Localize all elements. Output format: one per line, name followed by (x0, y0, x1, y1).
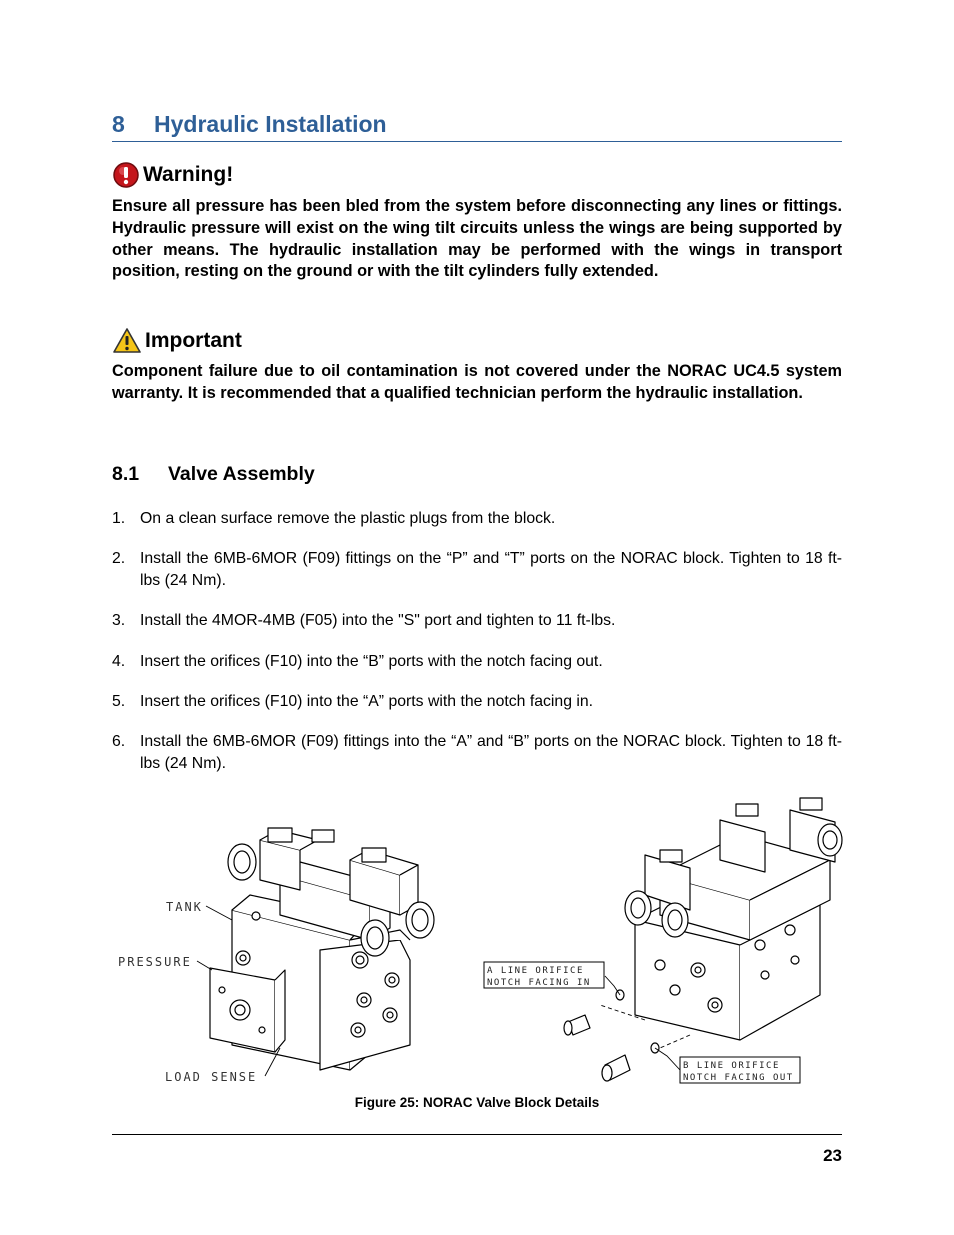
right-valve-block (564, 798, 842, 1081)
warning-heading (112, 162, 233, 188)
step-number: 2. (112, 550, 126, 567)
step-number: 1. (112, 510, 126, 527)
step-text: Insert the orifices (F10) into the “B” ports with the notch facing out. (140, 653, 603, 670)
step-number: 6. (112, 733, 126, 750)
exclamation-circle-icon (112, 162, 140, 188)
step-text: Install the 6MB-6MOR (F09) fittings on the “P” and “T” ports on the NORAC block. Tighten to 18 ft-lbs (24 Nm). (140, 550, 842, 589)
important-heading (112, 327, 242, 354)
step-number: 3. (112, 612, 126, 629)
list-item (112, 508, 842, 530)
step-text: On a clean surface remove the plastic plugs from the block. (140, 510, 556, 527)
step-number: 5. (112, 693, 126, 710)
list-item (112, 731, 842, 775)
step-text: Insert the orifices (F10) into the “A” ports with the notch facing in. (140, 693, 594, 710)
list-item (112, 691, 842, 713)
subsection-heading (112, 463, 315, 486)
list-item (112, 651, 842, 673)
a-line-notch-label: NOTCH FACING IN (487, 978, 591, 988)
page-number: 23 (823, 1146, 842, 1165)
warning-triangle-icon (112, 327, 142, 354)
b-line-orifice-label: B LINE ORIFICE (683, 1061, 780, 1071)
warning-title: Warning! (143, 163, 234, 186)
figure-caption: Figure 25: NORAC Valve Block Details (354, 1095, 600, 1110)
important-text: Component failure due to oil contamination is not covered under the NORAC UC4.5 system warranty. It is recommended that a qualified technician perform the hydraulic installation. (112, 362, 842, 402)
a-line-orifice-label: A LINE ORIFICE (487, 966, 584, 976)
step-number: 4. (112, 653, 126, 670)
step-text: Install the 4MOR-4MB (F05) into the "S" port and tighten to 11 ft-lbs. (140, 612, 616, 629)
section-heading (112, 111, 842, 142)
left-valve-block (210, 828, 434, 1070)
valve-block-figure (100, 790, 860, 1090)
load-sense-label: LOAD SENSE (165, 1070, 258, 1084)
footer-divider (112, 1134, 842, 1135)
step-text: Install the 6MB-6MOR (F09) fittings into the “A” and “B” ports on the NORAC block. Tighten to 18 ft-lbs (24 Nm). (140, 733, 842, 772)
tank-label: TANK (166, 900, 203, 914)
section-title: Hydraulic Installation (154, 111, 387, 137)
section-number: 8 (112, 111, 125, 137)
warning-text: Ensure all pressure has been bled from the system before disconnecting any lines or fittings. Hydraulic pressure will exist on the wing tilt circuits unless the wings are being supported by other means. The hydraulic installation may be performed with the wings in transport position, resting on the ground or with the tilt cylinders fully extended. (112, 197, 842, 281)
list-item (112, 610, 842, 632)
list-item (112, 548, 842, 592)
b-line-notch-label: NOTCH FACING OUT (683, 1073, 794, 1083)
subsection-number: 8.1 (112, 463, 140, 485)
important-title: Important (145, 328, 242, 352)
pressure-label: PRESSURE (118, 955, 192, 969)
subsection-title: Valve Assembly (168, 463, 315, 485)
